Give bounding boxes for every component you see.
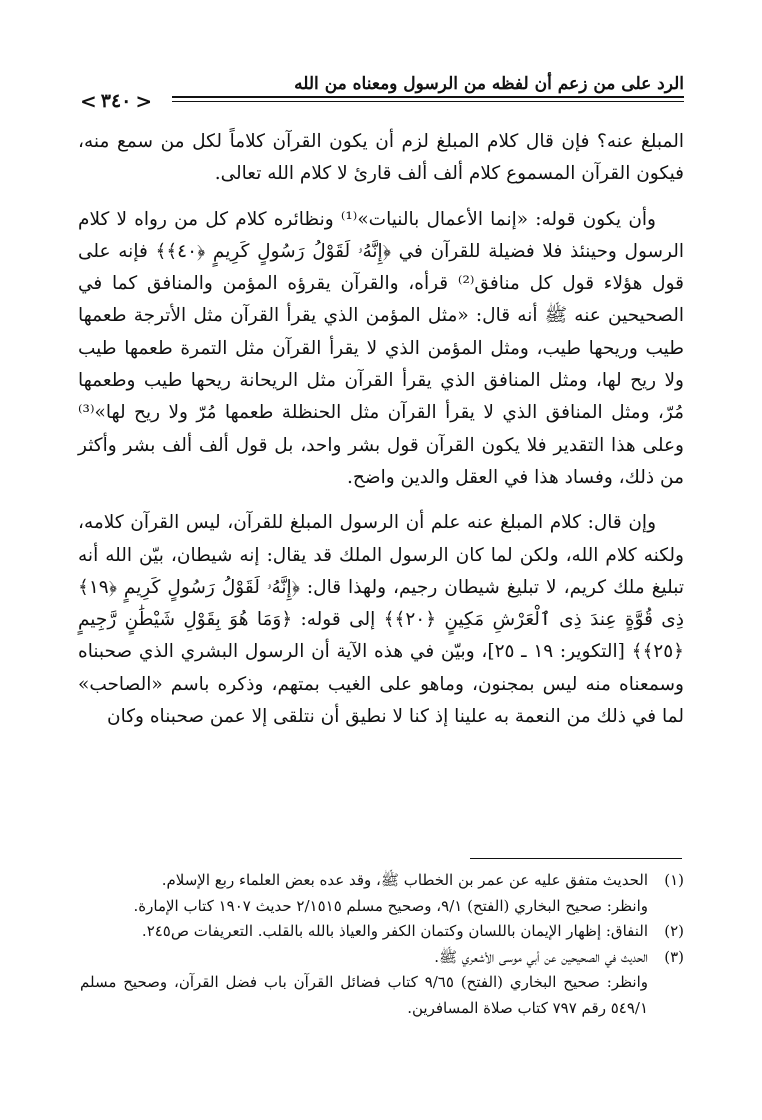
running-title: الرد على من زعم أن لفظه من الرسول ومعناه من الله — [294, 74, 684, 94]
page-number-ornament — [80, 90, 152, 112]
body-text — [78, 126, 684, 746]
paragraph: وإن قال: كلام المبلغ عنه علم أن الرسول المبلغ للقرآن، ليس القرآن كلامه، ولكنه كلام الله، ولكن لما كان الرسول الملك قد يقال: إنه شيطان، بيّن الله أنه تبليغ ملك كريم، لا تبليغ شيطان رجيم، ولهذا قال: ﴿إِنَّهُۥ لَقَوْلُ رَسُولٍ كَرِيمٍ ﴿١٩﴾ ذِى قُوَّةٍ عِندَ ذِى ٱلْعَرْشِ مَكِينٍ ﴿٢٠﴾﴾ إلى قوله: ﴿وَمَا هُوَ بِقَوْلِ شَيْطَٰنٍ رَّجِيمٍ ﴿٢٥﴾﴾ [التكوير: ١٩ ـ ٢٥]، وبيّن في هذه الآية أن الرسول البشري الذي صحبناه وسمعناه منه ليس بمجنون، وماهو على الغيب بمتهم، وذكره باسم «الصاحب» لما في ذلك من النعمة به علينا إذ كنا لا نطيق أن نتلقى إلا عمن صحبناه وكان — [78, 512, 685, 728]
footnote-number: (٢) — [664, 922, 684, 940]
footnote-number: (١) — [664, 871, 684, 889]
page-number: ٣٤٠ — [100, 90, 132, 112]
header-rule — [172, 96, 684, 102]
footnote-line: وانظر: صحيح البخاري (الفتح) ٩/٦٥ كتاب فضائل القرآن باب فضل القرآن، وصحيح مسلم ٥٤٩/١ رقم ٧٩٧ كتاب صلاة المسافرين. — [80, 973, 649, 1017]
footnote — [80, 945, 684, 1022]
footnote-separator — [470, 858, 682, 859]
footnotes — [80, 868, 684, 1021]
footnote — [80, 868, 684, 919]
footnote-line: وانظر: صحيح البخاري (الفتح) ٩/١، وصحيح مسلم ٢/١٥١٥ حديث ١٩٠٧ كتاب الإمارة. — [133, 896, 648, 915]
footnote-line: الحديث في الصحيحين عن أبي موسى الأشعري ﷺ. — [434, 947, 648, 966]
footnote-line: الحديث متفق عليه عن عمر بن الخطاب ﷺ، وقد عده بعض العلماء ربع الإسلام. — [161, 871, 648, 889]
footnote-line: النفاق: إظهار الإيمان باللسان وكتمان الكفر والعياذ بالله بالقلب. التعريفات ص٢٤٥. — [141, 922, 648, 940]
paragraph: المبلغ عنه؟ فإن قال كلام المبلغ لزم أن يكون القرآن كلاماً لكل من سمع منه، فيكون القرآن المسموع كلام ألف ألف قارئ لا كلام الله تعالى. — [78, 131, 684, 185]
footnote — [80, 919, 684, 945]
ornament-right-icon: > — [135, 89, 153, 113]
paragraph: وأن يكون قوله: «إنما الأعمال بالنيات»⁽¹⁾ ونظائره كلام كل من رواه لا كلام الرسول وحينئذ فلا فضيلة للقرآن في ﴿إِنَّهُۥ لَقَوْلُ رَسُولٍ كَرِيمٍ ﴿٤٠﴾﴾ فإنه على قول هؤلاء قول كل منافق⁽²⁾ قرأه، والقرآن يقرؤه المؤمن والمنافق كما في الصحيحين عنه ﷺ أنه قال: «مثل المؤمن الذي يقرأ القرآن مثل الأترجة طعمها طيب وريحها طيب، ومثل المؤمن الذي لا يقرأ القرآن مثل التمرة طعمها طيب ولا ريح لها، ومثل المنافق الذي يقرأ القرآن مثل الريحانة ريحها طيب وطعمها مُرّ، ومثل المنافق الذي لا يقرأ القرآن مثل الحنظلة طعمها مُرّ ولا ريح لها»⁽³⁾ وعلى هذا التقدير فلا يكون القرآن قول بشر واحد، بل قول ألف ألف بشر وأكثر من ذلك، وفساد هذا في العقل والدين واضح. — [78, 208, 684, 488]
page-header — [80, 68, 684, 120]
ornament-left-icon: < — [80, 89, 97, 113]
footnote-number: (٣) — [664, 947, 684, 966]
